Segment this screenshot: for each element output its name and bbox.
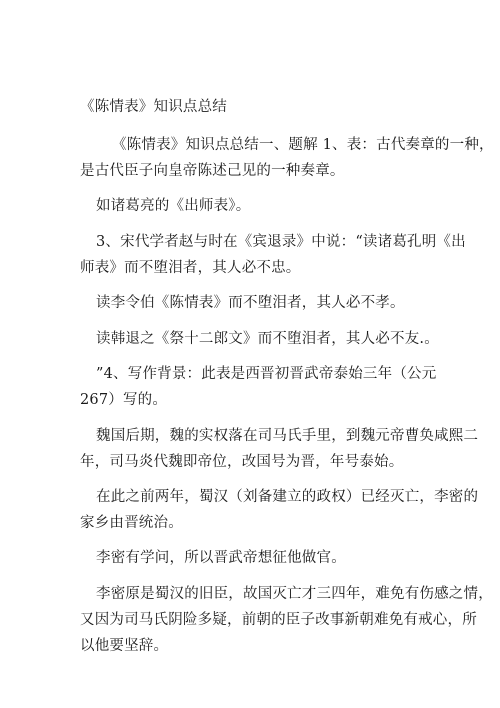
paragraph-2-line-1: 如诸葛亮的《出师表》。	[96, 198, 251, 214]
paragraph-6-line-2: 267）写的。	[80, 392, 168, 408]
paragraph-6-line-1: ”4、写作背景：此表是西晋初晋武帝泰始三年（公元	[96, 366, 437, 382]
paragraph-4-line-1: 读李令伯《陈情表》而不堕泪者，其人必不孝。	[96, 295, 405, 311]
paragraph-8-line-2: 家乡由晋统治。	[80, 515, 183, 531]
paragraph-1-line-1: 《陈情表》知识点总结一、题解 1、表：古代奏章的一种，	[112, 137, 494, 153]
document-title: 《陈情表》知识点总结	[80, 99, 227, 115]
paragraph-7-line-1: 魏国后期，魏的实权落在司马氏手里，到魏元帝曹奂咸熙二	[96, 428, 479, 444]
paragraph-7-line-2: 年，司马炎代魏即帝位，改国号为晋，年号泰始。	[80, 454, 404, 470]
paragraph-10-line-2: 又因为司马氏阴险多疑，前朝的臣子改事新朝难免有戒心，所	[80, 612, 477, 628]
paragraph-10-line-1: 李密原是蜀汉的旧臣，故国灭亡才三四年，难免有伤感之情，	[96, 586, 493, 602]
paragraph-5-line-1: 读韩退之《祭十二郎文》而不堕泪者，其人必不友.。	[96, 331, 439, 347]
paragraph-1-line-2: 是古代臣子向皇帝陈述己见的一种奏章。	[80, 163, 345, 179]
paragraph-10-line-3: 以他要坚辞。	[80, 638, 169, 654]
paragraph-3-line-2: 师表》而不堕泪者，其人必不忠。	[80, 260, 301, 276]
paragraph-9-line-1: 李密有学问，所以晋武帝想征他做官。	[96, 550, 346, 566]
paragraph-3-line-1: 3、宋代学者赵与时在《宾退录》中说：“读诸葛孔明《出	[96, 234, 466, 250]
paragraph-8-line-1: 在此之前两年，蜀汉（刘备建立的政权）已经灭亡，李密的	[96, 489, 479, 505]
